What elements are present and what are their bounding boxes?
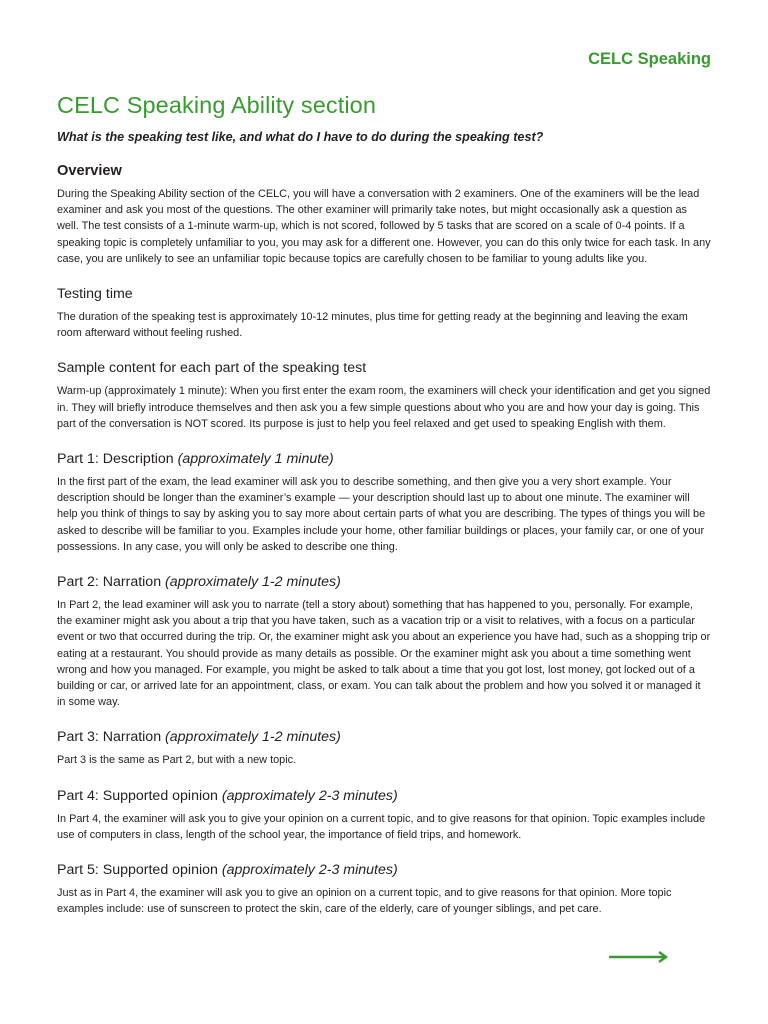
overview-heading: Overview [57,163,122,179]
part4-duration: (approximately 2-3 minutes) [221,787,398,804]
sample-content-heading: Sample content for each part of the speaking test [57,360,367,377]
part4-heading [57,787,711,805]
sample-content-paragraph: Warm-up (approximately 1 minute): When you first enter the exam room, the examiners will check your identification and get you signed in. They will briefly introduce themselves and then ask you a few simple questions about who you are and how your day is going. This part of the conversation is NOT scored. Its purpose is just to help you feel relaxed and get used to speaking English with them. [57,385,711,430]
part5-paragraph: Just as in Part 4, the examiner will ask you to give an opinion on a current topic, and to give reasons for that opinion. More topic examples include: use of sunscreen to protect the skin, care of the elderly, care of younger siblings, and pet care. [57,887,672,916]
part2-heading-label: Part 2: Narration [57,574,162,591]
part3-heading-label: Part 3: Narration [57,729,162,746]
part3-heading [57,728,711,746]
part1-duration: (approximately 1 minute) [177,451,334,468]
part5-heading-label: Part 5: Supported opinion [57,862,218,879]
page-subtitle: What is the speaking test like, and what do I have to do during the speaking test? [57,130,544,144]
part3-paragraph: Part 3 is the same as Part 2, but with a new topic. [57,754,297,767]
part4-paragraph: In Part 4, the examiner will ask you to give your opinion on a current topic, and to give reasons for that opinion. Topic examples include use of computers in class, length of the school year, the importance of field trips, and homework. [57,812,706,841]
testing-time-paragraph: The duration of the speaking test is approximately 10-12 minutes, plus time for getting ready at the beginning and leaving the exam room afterward without feeling rushed. [57,311,688,340]
overview-paragraph: During the Speaking Ability section of the CELC, you will have a conversation with 2 examiners. One of the examiners will be the lead examiner and ask you most of the questions. The other examiner will primarily take notes, but might occasionally ask a question as well. The test consists of a 1-minute warm-up, which is not scored, followed by 5 tasks that are scored on a scale of 0-4 points. If a speaking topic is completely unfamiliar to you, you may ask for a different one. However, you can do this only twice for each task. In any case, you are unlikely to see an unfamiliar topic because topics are carefully chosen to be familiar to young adults like you. [57,188,711,265]
part2-heading [57,573,711,591]
part1-heading [57,450,711,468]
document-body [57,92,711,917]
page-title: CELC Speaking Ability section [57,92,377,118]
part5-duration: (approximately 2-3 minutes) [221,862,398,879]
part1-heading-label: Part 1: Description [57,451,174,468]
part5-heading [57,861,711,879]
part2-paragraph: In Part 2, the lead examiner will ask you to narrate (tell a story about) something that has happened to you, personally. For example, the examiner might ask you about a trip that you have taken, such as a vacation trip or a visit to relatives, with a focus on a particular event or two that occurred during the trip. Or, the examiner might ask you about an experience you have had, such as a shopping trip or eating at a restaurant. You should provide as many details as possible. Or the examiner might ask you about a time something went wrong and how you managed. For example, you might be asked to talk about a time that you got lost, lost money, got locked out of a building or car, or arrived late for an appointment, class, or exam. You can talk about the problem and how you solved it or managed it in some way. [57,599,711,709]
part2-duration: (approximately 1-2 minutes) [165,574,341,591]
right-arrow-icon[interactable] [609,950,671,964]
part3-duration: (approximately 1-2 minutes) [165,729,341,746]
part4-heading-label: Part 4: Supported opinion [57,787,218,804]
part1-paragraph: In the first part of the exam, the lead examiner will ask you to describe something, and then give you a very short example. Your description should be longer than the examiner’s example — your description should last up to about one minute. The examiner will help you think of things to say by asking you to say more about certain parts of what you are describing. The types of things you will be asked to describe will be familiar to you. Examples include your home, other familiar buildings or places, your family car, or one of your possessions. In any case, you will only be asked to describe one thing. [57,476,706,553]
section-header-tag: CELC Speaking [588,50,711,68]
testing-time-heading: Testing time [57,286,133,303]
